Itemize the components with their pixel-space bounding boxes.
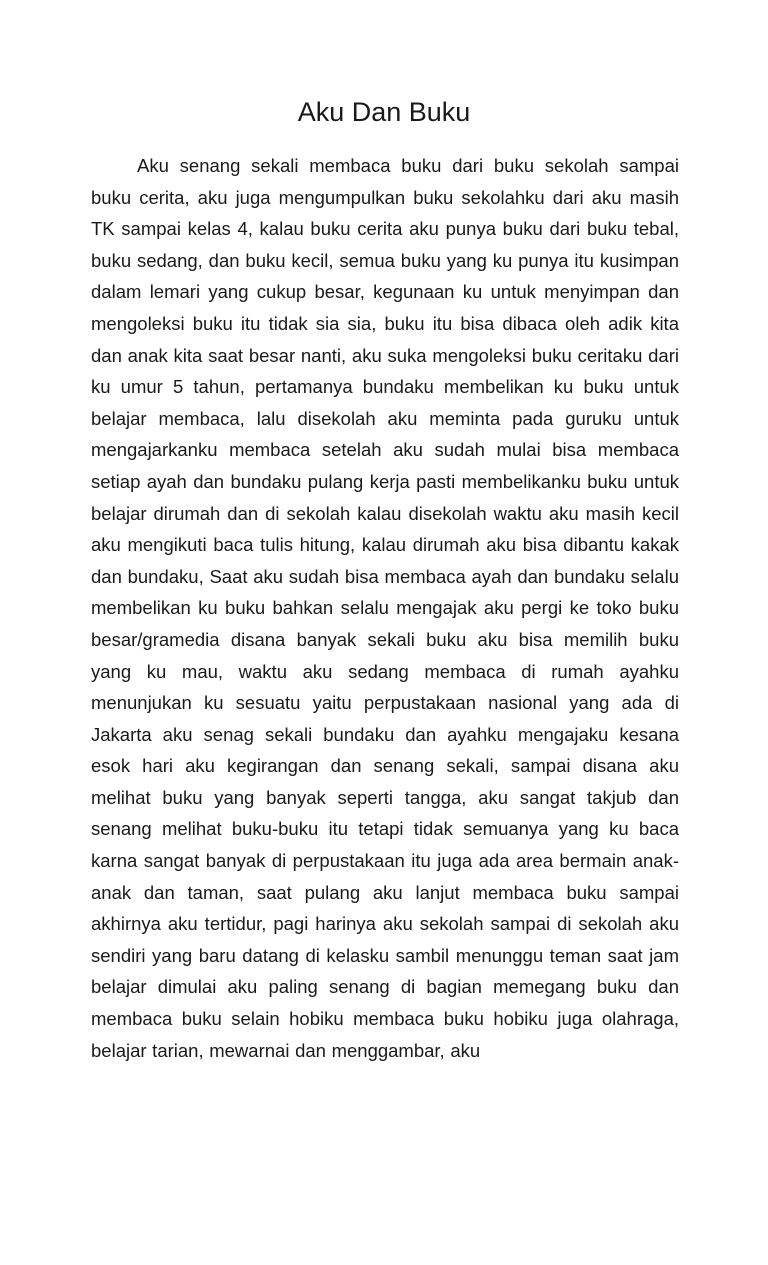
document-title: Aku Dan Buku bbox=[297, 97, 471, 127]
body-paragraph: Aku senang sekali membaca buku dari buku sekolah sampai buku cerita, aku juga mengumpulkan buku sekolahku dari aku masih TK sampai kelas 4, kalau buku cerita aku punya buku dari buku tebal, buku sedang, dan buku kecil, semua buku yang ku punya itu kusimpan dalam lemari yang cukup besar, kegunaan ku untuk menyimpan dan mengoleksi buku itu tidak sia sia, buku itu bisa dibaca oleh adik kita dan anak kita saat besar nanti, aku suka mengoleksi buku ceritaku dari ku umur 5 tahun, pertamanya bundaku membelikan ku buku untuk belajar membaca, lalu disekolah aku meminta pada guruku untuk mengajarkanku membaca setelah aku sudah mulai bisa membaca setiap ayah dan bundaku pulang kerja pasti membelikanku buku untuk belajar dirumah dan di sekolah kalau disekolah waktu aku masih kecil aku mengikuti baca tulis hitung, kalau dirumah aku bisa dibantu kakak dan bundaku, Saat aku sudah bisa membaca ayah dan bundaku selalu membelikan ku buku bahkan selalu mengajak aku pergi ke toko buku besar/gramedia disana banyak sekali buku aku bisa memilih buku yang ku mau, waktu aku sedang membaca di rumah ayahku menunjukan ku sesuatu yaitu perpustakaan nasional yang ada di Jakarta aku senag sekali bundaku dan ayahku mengajaku kesana esok hari aku kegirangan dan senang sekali, sampai disana aku melihat buku yang banyak seperti tangga, aku sangat takjub dan senang melihat buku-buku itu tetapi tidak semuanya yang ku baca karna sangat banyak di perpustakaan itu juga ada area bermain anak-anak dan taman, saat pulang aku lanjut membaca buku sampai akhirnya aku tertidur, pagi harinya aku sekolah sampai di sekolah aku sendiri yang baru datang di kelasku sambil menunggu teman saat jam belajar dimulai aku paling senang di bagian memegang buku dan membaca buku selain hobiku membaca buku hobiku juga olahraga, belajar tarian, mewarnai dan menggambar, aku bbox=[91, 155, 679, 1061]
